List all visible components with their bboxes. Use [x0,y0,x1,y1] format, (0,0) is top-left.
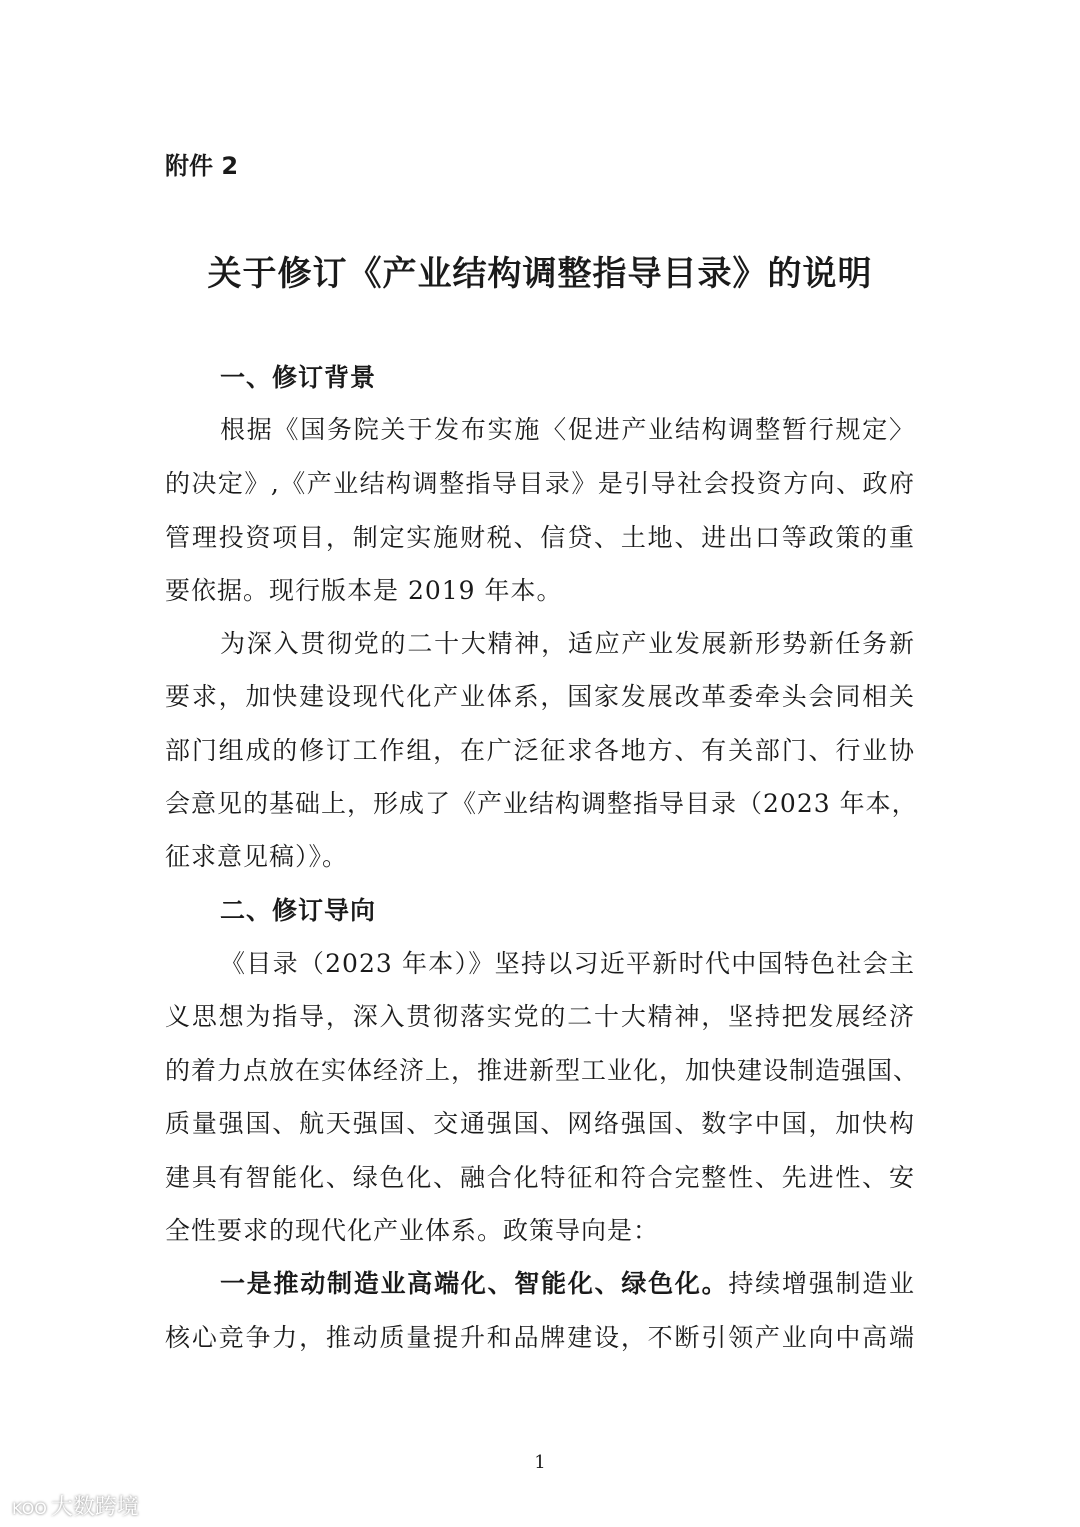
paragraph-line: 根据《国务院关于发布实施〈促进产业结构调整暂行规定〉 [220,415,915,444]
watermark [12,1490,139,1521]
page-number: 1 [534,1452,546,1473]
paragraph-line: 《目录（2023 年本）》坚持以习近平新时代中国特色社会主 [220,949,915,978]
paragraph-line: 义思想为指导，深入贯彻落实党的二十大精神，坚持把发展经济 [165,1002,915,1031]
watermark-logo-icon: KOO [12,1499,47,1518]
point-one-text: 持续增强制造业 [728,1269,915,1298]
attachment-label: 附件 2 [165,152,239,180]
point-one-line [220,1267,915,1301]
paragraph-line: 建具有智能化、绿色化、融合化特征和符合完整性、先进性、安 [165,1163,915,1192]
section-heading-direction: 二、修订导向 [220,896,377,925]
paragraph-line: 会意见的基础上，形成了《产业结构调整指导目录（2023 年本， [165,789,918,818]
watermark-text: 大数跨境 [50,1495,139,1520]
document-title: 关于修订《产业结构调整指导目录》的说明 [207,254,873,294]
paragraph-line: 核心竞争力，推动质量提升和品牌建设，不断引领产业向中高端 [165,1323,915,1352]
paragraph-line: 征求意见稿）》。 [165,842,349,871]
paragraph-line: 的着力点放在实体经济上，推进新型工业化，加快建设制造强国、 [165,1056,920,1085]
section-heading-background: 一、修订背景 [220,363,377,392]
paragraph-line: 要求，加快建设现代化产业体系，国家发展改革委牵头会同相关 [165,682,915,711]
paragraph-line: 部门组成的修订工作组，在广泛征求各地方、有关部门、行业协 [165,736,915,765]
paragraph-line: 全性要求的现代化产业体系。政策导向是： [165,1216,660,1245]
paragraph-line: 的决定》,《产业结构调整指导目录》是引导社会投资方向、政府 [165,469,915,498]
paragraph-line: 要依据。现行版本是 2019 年本。 [165,576,563,605]
point-one-lead: 一是推动制造业高端化、智能化、绿色化。 [220,1269,729,1298]
paragraph-line: 质量强国、航天强国、交通强国、网络强国、数字中国，加快构 [165,1109,915,1138]
paragraph-line: 为深入贯彻党的二十大精神，适应产业发展新形势新任务新 [220,629,915,658]
paragraph-line: 管理投资项目，制定实施财税、信贷、土地、进出口等政策的重 [165,523,915,552]
